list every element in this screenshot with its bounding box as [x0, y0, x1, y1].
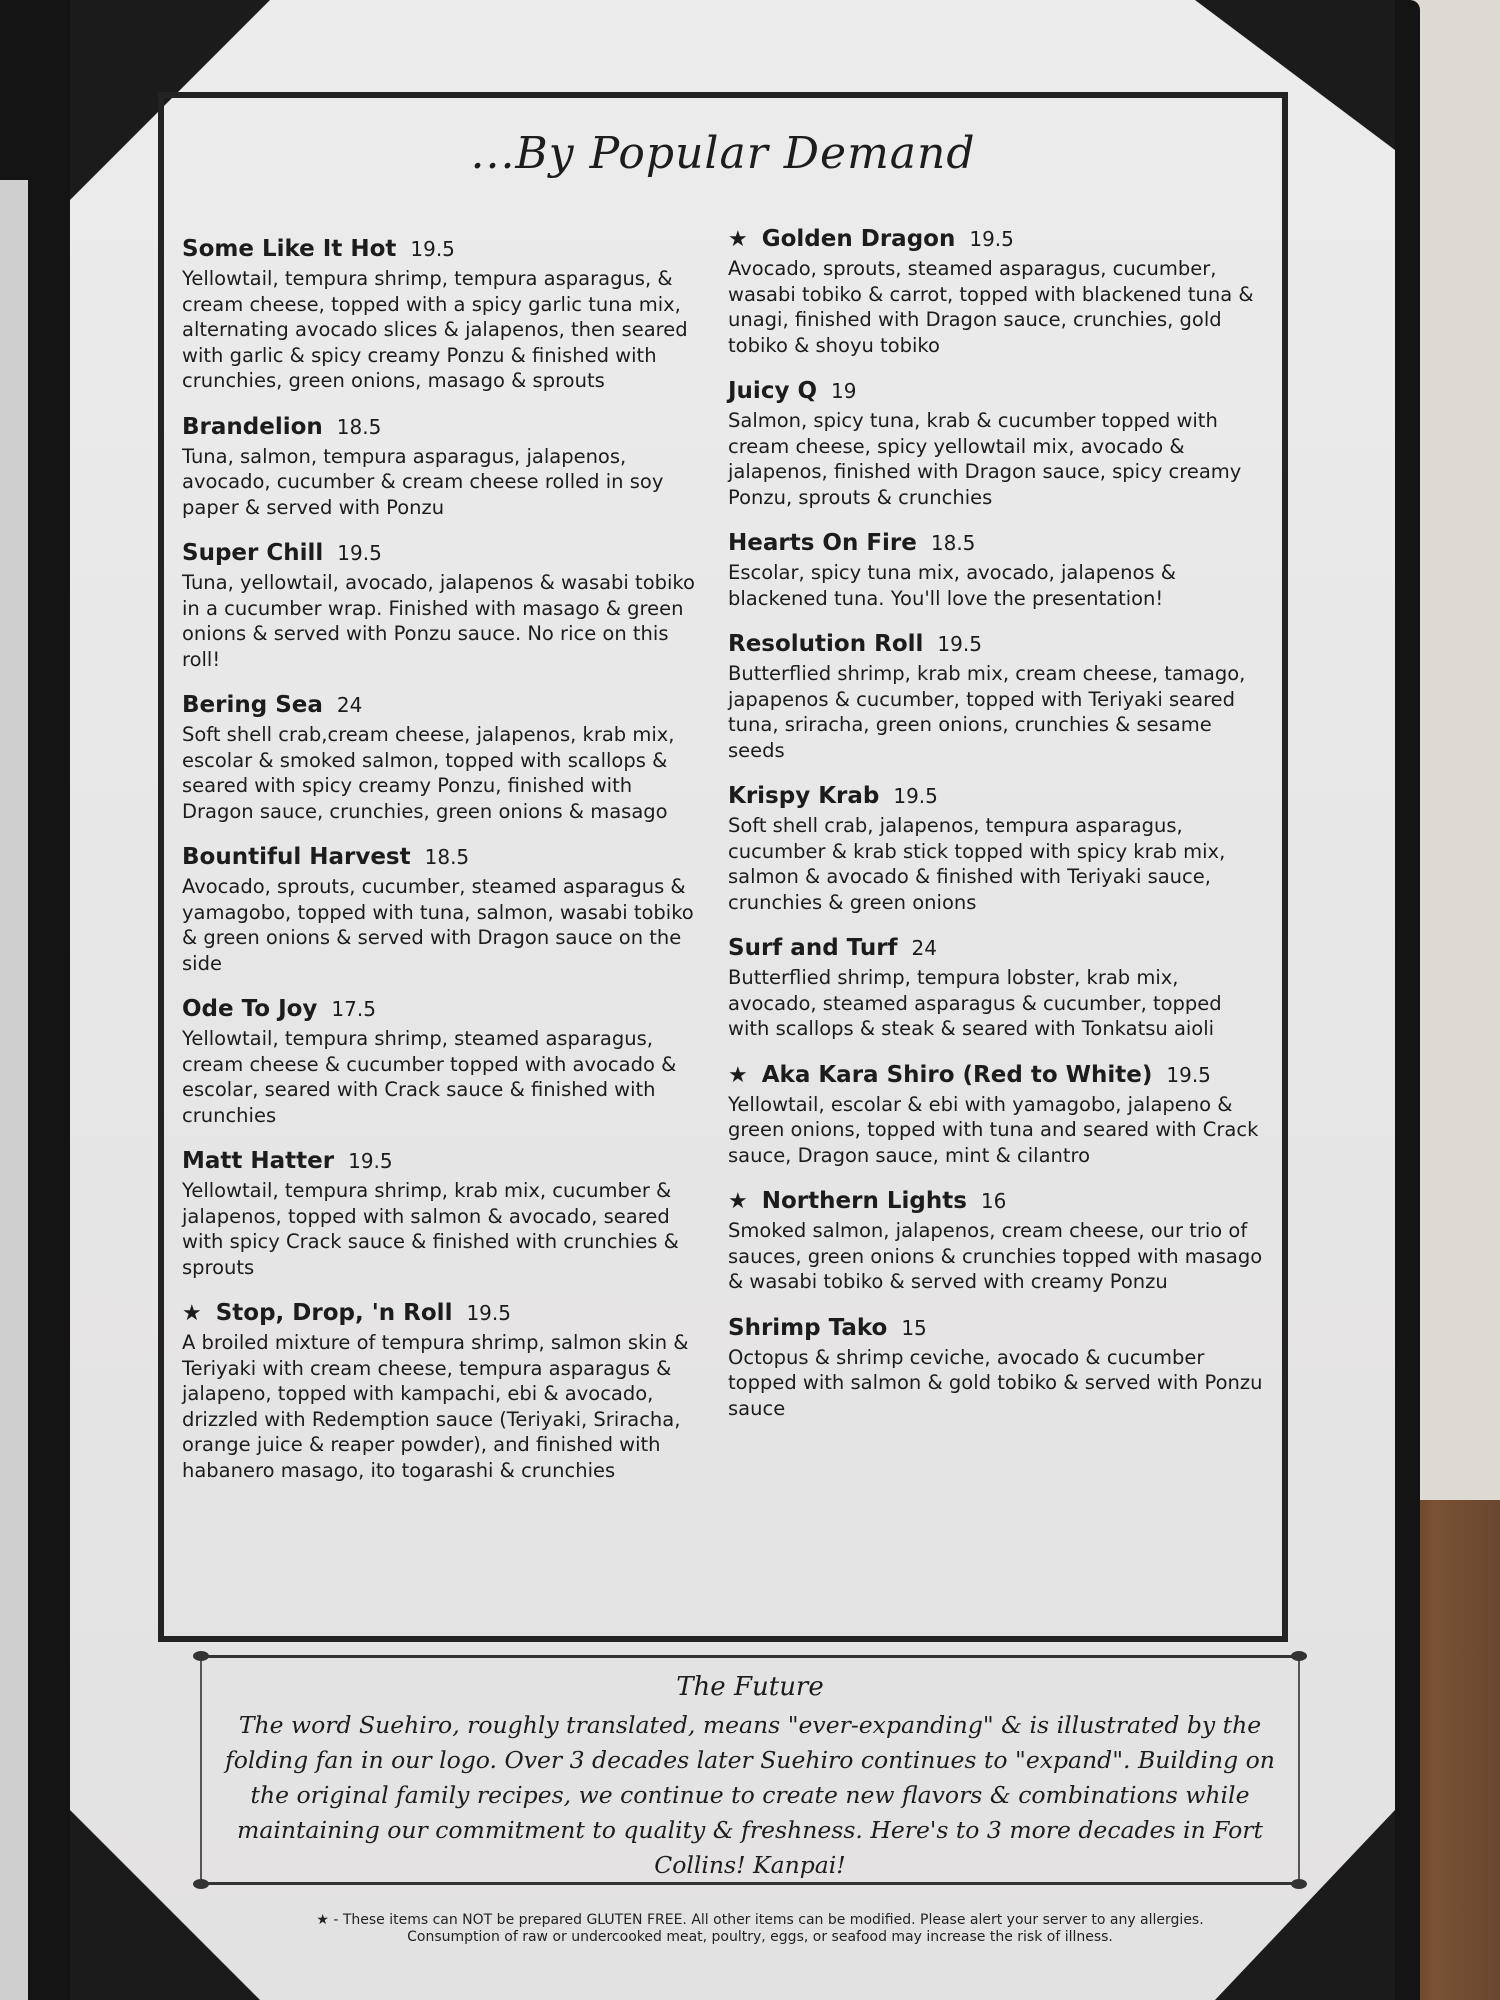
menu-item-description: Salmon, spicy tuna, krab & cucumber topped with cream cheese, spicy yellowtail mix, avocado & jalapenos, finished with Dragon sauce, spicy creamy Ponzu, sprouts & crunchies	[728, 409, 1242, 509]
menu-item-header	[182, 540, 702, 566]
menu-item-price: 19.5	[893, 784, 938, 808]
footnote	[270, 1912, 1250, 1946]
menu-item-name: Aka Kara Shiro (Red to White)	[761, 1061, 1153, 1088]
menu-item	[728, 1188, 1268, 1295]
menu-item	[728, 783, 1268, 915]
menu-item-name: Brandelion	[182, 413, 323, 440]
menu-item-description: Butterflied shrimp, tempura lobster, krab mix, avocado, steamed asparagus & cucumber, topped with scallops & steak & seared with Tonkatsu aioli	[728, 966, 1222, 1040]
menu-item	[728, 1315, 1268, 1422]
menu-item-price: 18.5	[424, 845, 470, 869]
menu-item-price: 24	[336, 693, 363, 717]
menu-item-description: Avocado, sprouts, cucumber, steamed asparagus & yamagobo, topped with tuna, salmon, wasabi tobiko & green onions & served with Dragon sauce on the side	[182, 875, 694, 975]
menu-item-description: Yellowtail, tempura shrimp, steamed asparagus, cream cheese & cucumber topped with avocado & escolar, seared with Crack sauce & finished with crunchies	[182, 1027, 677, 1127]
menu-item-description: Tuna, yellowtail, avocado, jalapenos & wasabi tobiko in a cucumber wrap. Finished with masago & green onions & served with Ponzu sauce. No rice on this roll!	[182, 571, 695, 671]
menu-item	[182, 692, 702, 824]
menu-item-price: 17.5	[331, 997, 376, 1021]
star-icon: ★	[728, 227, 748, 252]
menu-item-price: 19	[831, 379, 857, 403]
left-page-edge	[0, 180, 28, 2000]
menu-item-header	[182, 996, 702, 1022]
menu-item-name: Golden Dragon	[761, 226, 956, 252]
menu-item-price: 16	[980, 1189, 1007, 1213]
menu-item	[728, 935, 1268, 1042]
menu-item	[728, 226, 1268, 358]
future-box	[200, 1655, 1300, 1885]
menu-item-price: 24	[911, 936, 937, 960]
future-text: The word Suehiro, roughly translated, means "ever-expanding" & is illustrated by the folding fan in our logo. Over 3 decades later Suehiro continues to "expand". Building on the original family recipes, we continue to create new flavors & combinations while maintaining our commitment to quality & freshness. Here's to 3 more decades in Fort Collins! Kanpai!	[225, 1711, 1275, 1879]
menu-item-name: Resolution Roll	[728, 631, 924, 657]
menu-item-price: 19.5	[337, 541, 382, 565]
future-title: The Future	[676, 1672, 824, 1702]
menu-item-header	[728, 530, 1268, 556]
menu-item-description: Butterflied shrimp, krab mix, cream cheese, tamago, japapenos & cucumber, topped with Teriyaki seared tuna, sriracha, green onions, crunchies & sesame seeds	[728, 662, 1246, 762]
menu-item-name: Stop, Drop, 'n Roll	[215, 1300, 453, 1326]
menu-item-header	[182, 414, 702, 440]
corner-dot	[193, 1651, 209, 1661]
menu-item-description: Soft shell crab, jalapenos, tempura asparagus, cucumber & krab stick topped with spicy krab mix, salmon & avocado & finished with Teriyaki sauce, crunchies & green onions	[728, 814, 1226, 914]
menu-item-description: Yellowtail, escolar & ebi with yamagobo, jalapeno & green onions, topped with tuna and seared with Crack sauce, Dragon sauce, mint & cilantro	[728, 1092, 1259, 1167]
menu-item	[182, 996, 702, 1128]
menu-item	[728, 1062, 1268, 1169]
menu-item-price: 19.5	[410, 237, 455, 261]
menu-item-price: 19.5	[1166, 1062, 1211, 1087]
menu-item-header	[728, 226, 1268, 252]
menu-item-name: Super Chill	[182, 540, 324, 566]
right-column	[728, 226, 1268, 1441]
menu-item-name: Northern Lights	[761, 1188, 967, 1214]
menu-item	[728, 631, 1268, 763]
menu-item-name: Bering Sea	[182, 692, 323, 718]
menu-item-header	[728, 935, 1268, 961]
menu-item	[182, 1148, 702, 1280]
menu-item-price: 19.5	[969, 227, 1014, 251]
menu-item-header	[728, 1315, 1268, 1341]
menu-item-name: Some Like It Hot	[182, 236, 397, 262]
menu-item-name: Hearts On Fire	[728, 530, 917, 556]
menu-item-price: 18.5	[336, 414, 382, 439]
menu-title: ...By Popular Demand	[470, 128, 976, 179]
menu-item-header	[728, 631, 1268, 657]
menu-item-name: Krispy Krab	[728, 783, 880, 809]
menu-item-header	[728, 1188, 1268, 1214]
corner-dot	[1291, 1651, 1307, 1661]
footnote-gluten: ★ - These items can NOT be prepared GLUTEN FREE. All other items can be modified. Please alert your server to any allergies.	[316, 1912, 1204, 1928]
menu-item-name: Bountiful Harvest	[182, 844, 411, 870]
menu-item	[728, 378, 1268, 510]
menu-item	[182, 540, 702, 672]
menu-item-name: Ode To Joy	[182, 996, 318, 1022]
menu-item	[182, 414, 702, 521]
menu-item-header	[182, 1300, 702, 1326]
menu-item-header	[182, 236, 702, 262]
menu-item	[182, 1300, 702, 1483]
menu-item-description: Octopus & shrimp ceviche, avocado & cucumber topped with salmon & gold tobiko & served with Ponzu sauce	[728, 1345, 1263, 1420]
menu-item	[728, 530, 1268, 611]
menu-item-header	[182, 844, 702, 870]
menu-item-description: Yellowtail, tempura shrimp, tempura asparagus, & cream cheese, topped with a spicy garlic tuna mix, alternating avocado slices & jalapenos, then seared with garlic & spicy creamy Ponzu & finished with crunchies, green onions, masago & sprouts	[182, 267, 688, 392]
menu-item	[182, 844, 702, 976]
menu-item-description: A broiled mixture of tempura shrimp, salmon skin & Teriyaki with cream cheese, tempura asparagus & jalapeno, topped with kampachi, ebi & avocado, drizzled with Redemption sauce (Teriyaki, Sriracha, orange juice & reaper powder), and finished with habanero masago, ito togarashi & crunchies	[182, 1331, 689, 1482]
menu-item-price: 19.5	[348, 1149, 393, 1173]
menu-item-price: 15	[901, 1315, 927, 1340]
menu-item-name: Matt Hatter	[182, 1148, 335, 1174]
star-icon: ★	[182, 1301, 202, 1326]
footnote-raw-warning: Consumption of raw or undercooked meat, poultry, eggs, or seafood may increase the risk of illness.	[407, 1929, 1113, 1945]
menu-item-description: Avocado, sprouts, steamed asparagus, cucumber, wasabi tobiko & carrot, topped with blackened tuna & unagi, finished with Dragon sauce, crunchies, gold tobiko & shoyu tobiko	[728, 257, 1254, 357]
menu-item	[182, 236, 702, 394]
menu-item-description: Escolar, spicy tuna mix, avocado, jalapenos & blackened tuna. You'll love the presentation!	[728, 561, 1176, 610]
menu-frame	[158, 92, 1288, 1642]
menu-item-name: Juicy Q	[728, 378, 818, 404]
menu-item-header	[728, 378, 1268, 404]
menu-item-name: Shrimp Tako	[728, 1314, 888, 1341]
left-column	[182, 236, 702, 1503]
menu-item-description: Tuna, salmon, tempura asparagus, jalapenos, avocado, cucumber & cream cheese rolled in soy paper & served with Ponzu	[182, 444, 664, 519]
menu-item-description: Smoked salmon, jalapenos, cream cheese, our trio of sauces, green onions & crunchies topped with masago & wasabi tobiko & served with creamy Ponzu	[728, 1219, 1263, 1293]
menu-item-header	[182, 692, 702, 718]
corner-dot	[193, 1879, 209, 1889]
menu-item-price: 18.5	[930, 531, 976, 555]
menu-item-header	[728, 783, 1268, 809]
menu-item-header	[728, 1062, 1268, 1088]
star-icon: ★	[728, 1189, 748, 1214]
menu-item-price: 19.5	[466, 1301, 511, 1325]
corner-dot	[1291, 1879, 1307, 1889]
menu-item-name: Surf and Turf	[728, 935, 898, 961]
menu-item-description: Soft shell crab,cream cheese, jalapenos, krab mix, escolar & smoked salmon, topped with scallops & seared with spicy creamy Ponzu, finished with Dragon sauce, crunchies, green onions & masago	[182, 723, 675, 823]
star-icon: ★	[728, 1062, 748, 1088]
menu-item-description: Yellowtail, tempura shrimp, krab mix, cucumber & jalapenos, topped with salmon & avocado, seared with spicy Crack sauce & finished with crunchies & sprouts	[182, 1179, 679, 1279]
menu-item-price: 19.5	[937, 632, 982, 656]
menu-item-header	[182, 1148, 702, 1174]
